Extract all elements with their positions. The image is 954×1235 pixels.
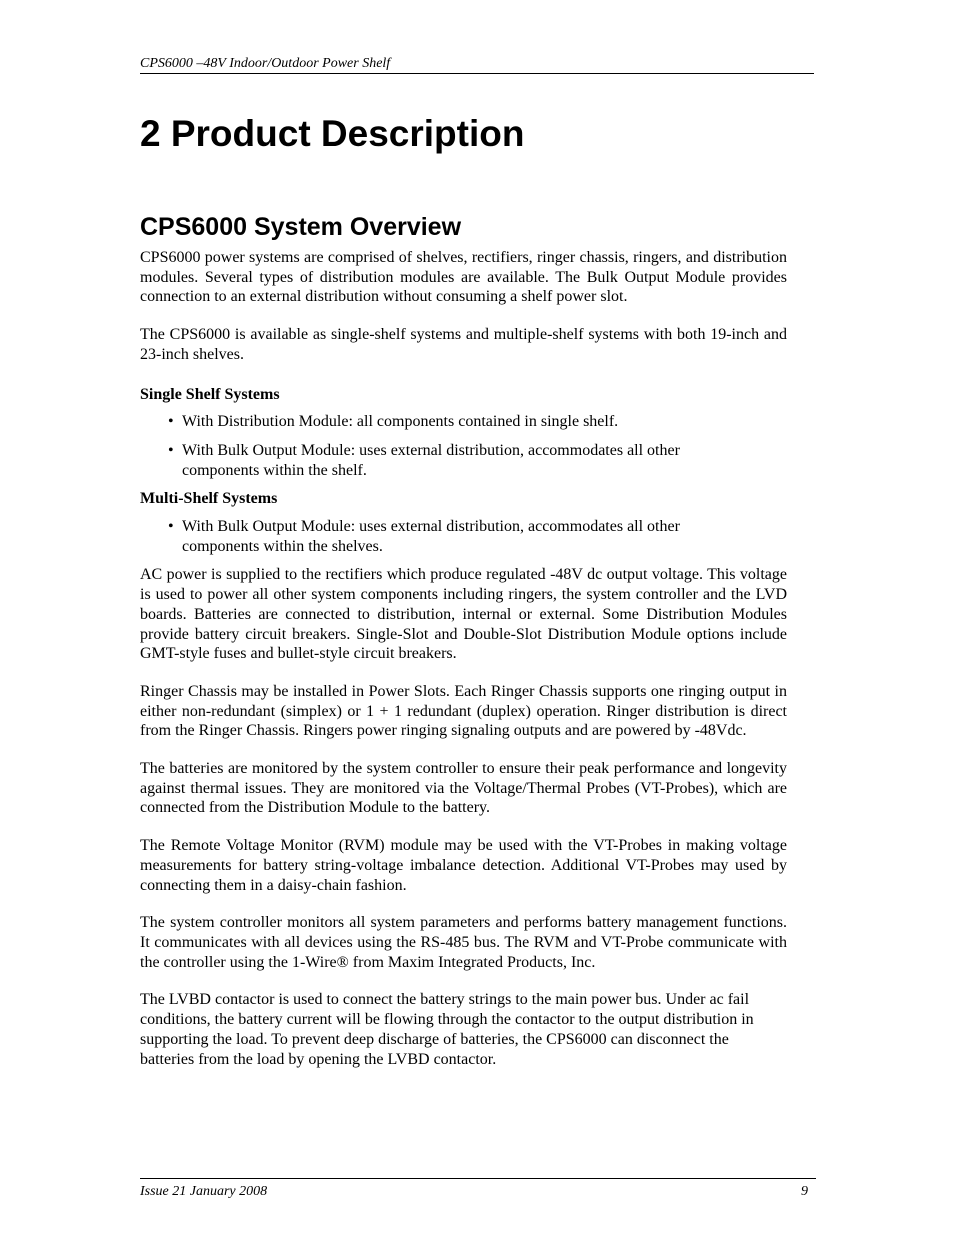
page-content — [140, 210, 787, 1087]
body-paragraph-ringer: Ringer Chassis may be installed in Power Slots. Each Ringer Chassis supports one ringing output in either non-redundant (simplex) or 1 + 1 redundant (duplex) operation. Ringer distribution is direct from the Ringer Chassis. Ringers power ringing signaling outputs and are powered by -48Vdc. — [140, 682, 787, 740]
issue-date: Issue 21 January 2008 — [140, 1184, 268, 1199]
running-title: CPS6000 –48V Indoor/Outdoor Power Shelf — [140, 56, 391, 71]
page-number: 9 — [801, 1184, 808, 1199]
body-paragraph-rvm: The Remote Voltage Monitor (RVM) module may be used with the VT-Probes in making voltage measurements for battery string-voltage imbalance detection. Additional VT-Probes may used by connecting them in a daisy-chain fashion. — [140, 837, 787, 894]
intro-paragraph-1: CPS6000 power systems are comprised of shelves, rectifiers, ringer chassis, ringers, and distribution modules. Several types of distribution modules are available. The Bulk Output Module provides connection to an external distribution without consuming a shelf power slot. — [140, 249, 787, 306]
running-header — [140, 56, 814, 74]
section-title: CPS6000 System Overview — [140, 213, 462, 241]
intro-paragraph-2: The CPS6000 is available as single-shelf systems and multiple-shelf systems with both 19-inch and 23-inch shelves. — [140, 326, 787, 363]
body-paragraph-lvbd: The LVBD contactor is used to connect the battery strings to the main power bus. Under ac fail conditions, the battery current will be flowing through the contactor to the output distribution in supporting the load. To prevent deep discharge of batteries, the CPS6000 can disconnect the batteries from the load by opening the LVBD contactor. — [140, 991, 754, 1068]
multi-shelf-heading: Multi-Shelf Systems — [140, 490, 278, 508]
list-item: • With Bulk Output Module: uses external distribution, accommodates all other components within the shelf. — [182, 441, 722, 480]
body-paragraph-ac-power: AC power is supplied to the rectifiers which produce regulated -48V dc output voltage. This voltage is used to power all other system components including ringers, the system controller and the LVD boards. Batteries are connected to distribution, internal or external. Some Distribution Modules provide battery circuit breakers. Single-Slot and Double-Slot Distribution Module options include GMT-style fuses and bullet-style circuit breakers. — [140, 566, 787, 663]
body-paragraph-controller: The system controller monitors all system parameters and performs battery management functions. It communicates with all devices using the RS-485 bus. The RVM and VT-Probe communicate with the controller using the 1-Wire® from Maxim Integrated Products, Inc. — [140, 914, 787, 971]
single-shelf-list — [140, 412, 722, 480]
body-paragraph-batteries: The batteries are monitored by the system controller to ensure their peak performance and longevity against thermal issues. They are monitored via the Voltage/Thermal Probes (VT-Probes), which are connected from the Distribution Module to the battery. — [140, 760, 787, 817]
single-shelf-heading: Single Shelf Systems — [140, 385, 280, 403]
list-item: • With Distribution Module: all components contained in single shelf. — [182, 412, 722, 432]
page-footer — [140, 1178, 816, 1200]
chapter-title: 2 Product Description — [140, 113, 525, 154]
multi-shelf-list — [140, 517, 722, 556]
list-item: • With Bulk Output Module: uses external distribution, accommodates all other components within the shelves. — [182, 517, 722, 556]
